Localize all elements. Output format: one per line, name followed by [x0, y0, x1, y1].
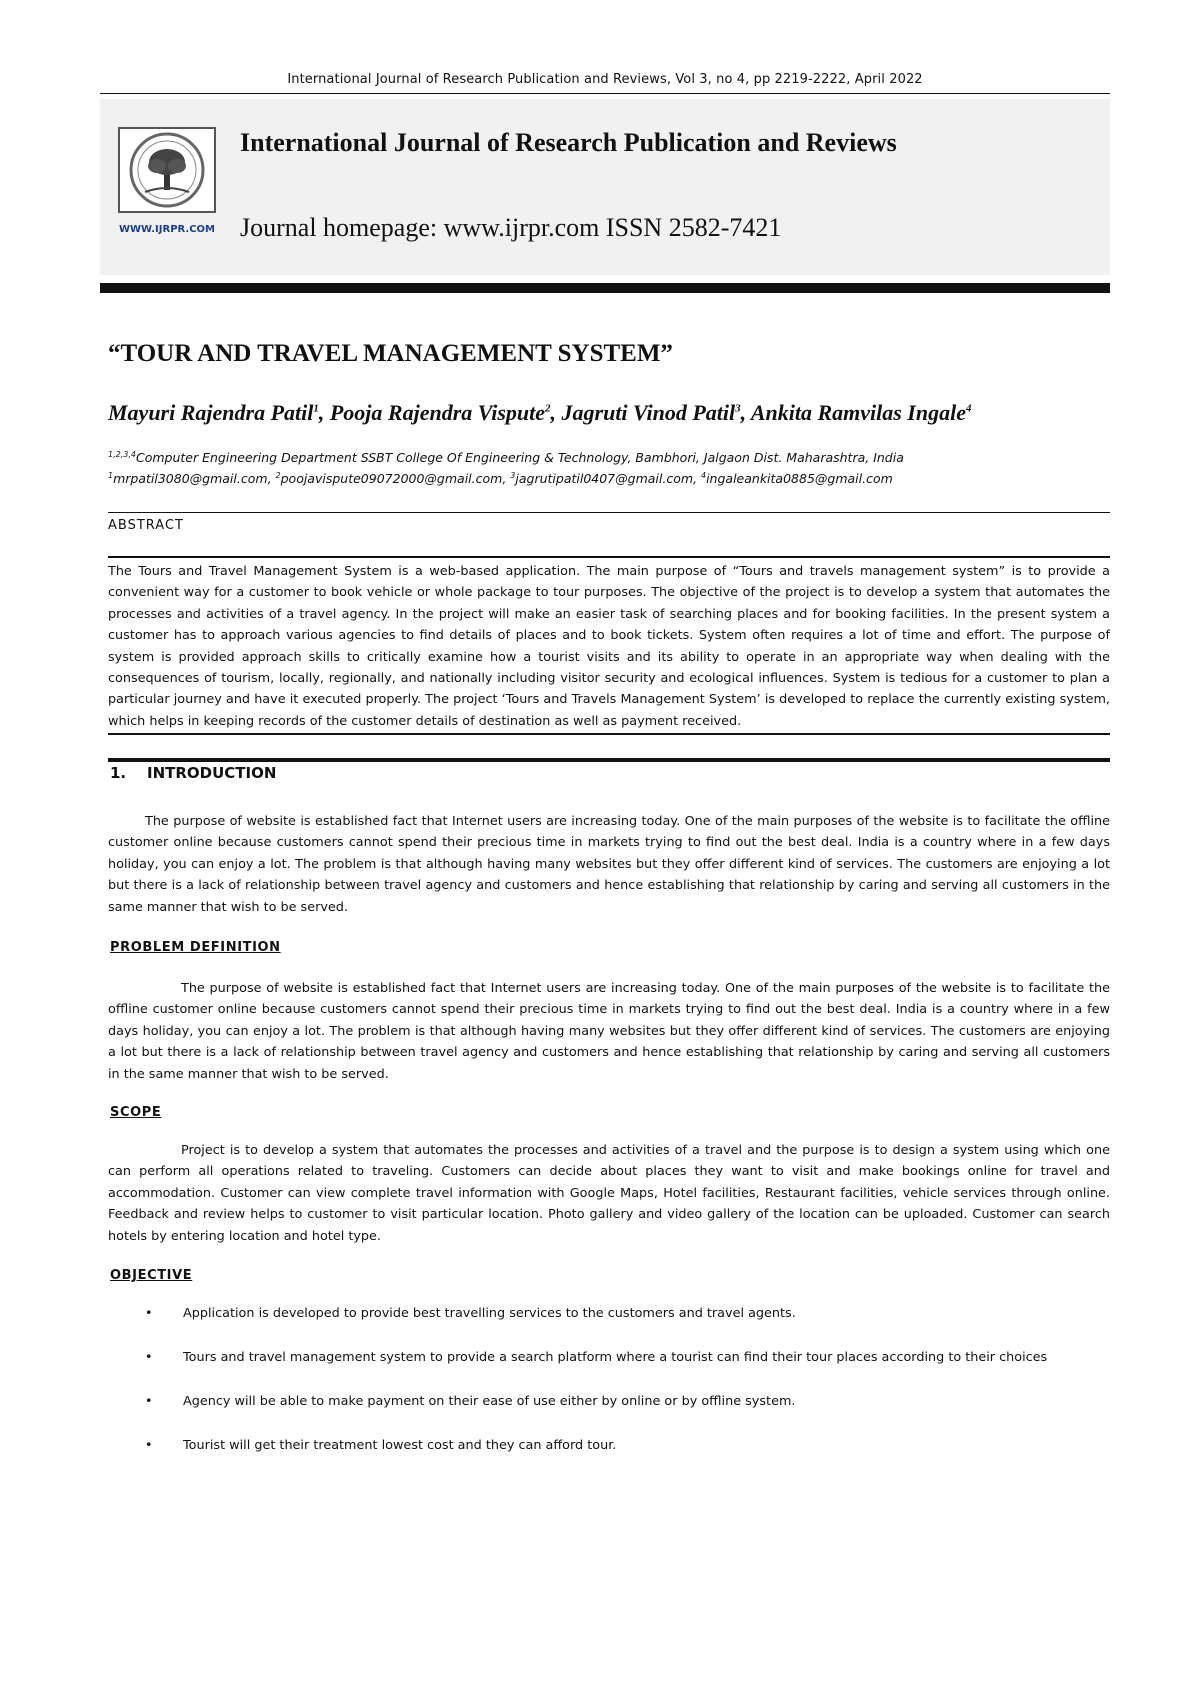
abstract-rule [108, 556, 1110, 558]
scope-text: Project is to develop a system that automates the processes and activities of a travel and the purpose is to design a system using which one can perform all operations related to traveling. Customers can decide about places they want to visit and make bookings online for travel and accommodation. Customer can view complete travel information with Google Maps, Hotel facilities, Restaurant facilities, vehicle services through online. Feedback and review helps to customer to visit particular location. Photo gallery and video gallery of the location can be uploaded. Customer can search hotels by entering location and hotel type. [108, 1143, 1110, 1244]
journal-title: International Journal of Research Publication and Reviews [240, 128, 897, 157]
author-email: ingaleankita0885@gmail.com [706, 471, 893, 487]
abstract-text: The Tours and Travel Management System is a web-based application. The main purpose of “Tours and travels management system” is to provide a convenient way for a customer to book vehicle or whole package to tour purposes. The objective of the project is to develop a system that automates the processes and activities of a travel agency. In the project will make an easier task of searching places and for booking facilities. In the present system a customer has to approach various agencies to find details of places and to book tickets. System often requires a lot of time and effort. The purpose of system is provided approach skills to critically examine how a tourist visits and its ability to operate in an appropriate way when dealing with the consequences of tourism, locally, regionally, and nationally including visitor security and ecological influences. System is tedious for a customer to plan a particular journey and have it executed properly. The project ‘Tours and Travels Management System’ is developed to replace the currently existing system, which helps in keeping records of the customer details of destination as well as payment received. [108, 564, 1110, 729]
journal-logo-icon [115, 124, 219, 242]
author-emails [108, 471, 893, 486]
author-mark: 2 [545, 402, 551, 415]
bullet-glyph: • [145, 1350, 153, 1365]
author-separator: , [740, 400, 751, 425]
abstract-top-rule [108, 512, 1110, 513]
author-email: mrpatil3080@gmail.com [113, 471, 268, 487]
logo-text: WWW.IJRPR.COM [118, 224, 216, 235]
objective-text: Tours and travel management system to provide a search platform where a tourist can find their tour places according to their choices [183, 1350, 1048, 1365]
author-name: Jagruti Vinod Patil [561, 400, 736, 425]
email-mark: 1 [108, 471, 114, 480]
author-name: Pooja Rajendra Vispute [329, 400, 546, 425]
header-rule [100, 93, 1110, 94]
subheading-objective: OBJECTIVE [110, 1268, 193, 1283]
bullet-glyph: • [145, 1306, 153, 1321]
author-mark: 3 [735, 402, 741, 415]
introduction-text: The purpose of website is established fact that Internet users are increasing today. One of the main purposes of the website is to facilitate the offline customer online because customers cannot spend their precious time in markets trying to find out the best deal. India is a country where in a few days holiday, you can enjoy a lot. The problem is that although having many websites but they offer different kind of services. The customers are enjoying a lot but there is a lack of relationship between travel agency and customers and hence establishing that relationship by caring and serving all customers in the same manner that wish to be served. [108, 814, 1110, 915]
subheading-problem-definition: PROBLEM DEFINITION [110, 940, 281, 955]
author-name: Ankita Ramvilas Ingale [750, 400, 966, 425]
author-name: Mayuri Rajendra Patil [108, 400, 314, 425]
objective-text: Application is developed to provide best travelling services to the customers and travel agents. [183, 1306, 796, 1321]
author-separator: , [318, 400, 330, 425]
author-affiliation [108, 450, 904, 465]
journal-homepage: Journal homepage: www.ijrpr.com ISSN 2582-7421 [240, 213, 782, 242]
bullet-glyph: • [145, 1394, 153, 1409]
subheading-scope: SCOPE [110, 1105, 162, 1120]
section-number: 1. [110, 764, 127, 782]
affiliation-text: Computer Engineering Department SSBT College Of Engineering & Technology, Bambhori, Jalgaon Dist. Maharashtra, India [136, 450, 904, 466]
section-heading-introduction [110, 764, 276, 782]
running-head: International Journal of Research Publication and Reviews, Vol 3, no 4, pp 2219-2222, April 2022 [287, 72, 923, 87]
email-mark: 4 [700, 471, 707, 480]
abstract-heading: ABSTRACT [108, 518, 184, 533]
email-separator: , [502, 471, 511, 487]
author-email: jagrutipatil0407@gmail.com [515, 471, 694, 487]
affiliation-mark: 1,2,3,4 [108, 450, 136, 459]
masthead-thick-rule [100, 283, 1110, 293]
objective-text: Agency will be able to make payment on their ease of use either by online or by offline system. [183, 1394, 796, 1409]
author-separator: , [550, 400, 562, 425]
email-mark: 3 [510, 471, 516, 480]
bullet-glyph: • [145, 1438, 153, 1453]
problem-definition-text: The purpose of website is established fact that Internet users are increasing today. One of the main purposes of the website is to facilitate the offline customer online because customers cannot spend their precious time in markets trying to find out the best deal. India is a country where in a few days holiday, you can enjoy a lot. The problem is that although having many websites but they offer different kind of services. The customers are enjoying a lot but there is a lack of relationship between travel agency and customers and hence establishing that relationship by caring and serving all customers in the same manner that wish to be served. [108, 981, 1110, 1082]
author-mark: 4 [965, 402, 972, 415]
journal-masthead [100, 99, 1110, 275]
section-thick-rule [108, 758, 1110, 762]
email-mark: 2 [275, 471, 281, 480]
author-mark: 1 [313, 402, 319, 415]
email-separator: , [693, 471, 701, 487]
author-email: poojavispute09072000@gmail.com [280, 471, 503, 487]
objective-text: Tourist will get their treatment lowest cost and they can afford tour. [183, 1438, 617, 1453]
paper-title: “TOUR AND TRAVEL MANAGEMENT SYSTEM” [108, 340, 673, 367]
author-list [108, 400, 971, 426]
section-title: INTRODUCTION [147, 764, 277, 782]
abstract-bottom-rule [108, 733, 1110, 735]
email-separator: , [267, 471, 276, 487]
